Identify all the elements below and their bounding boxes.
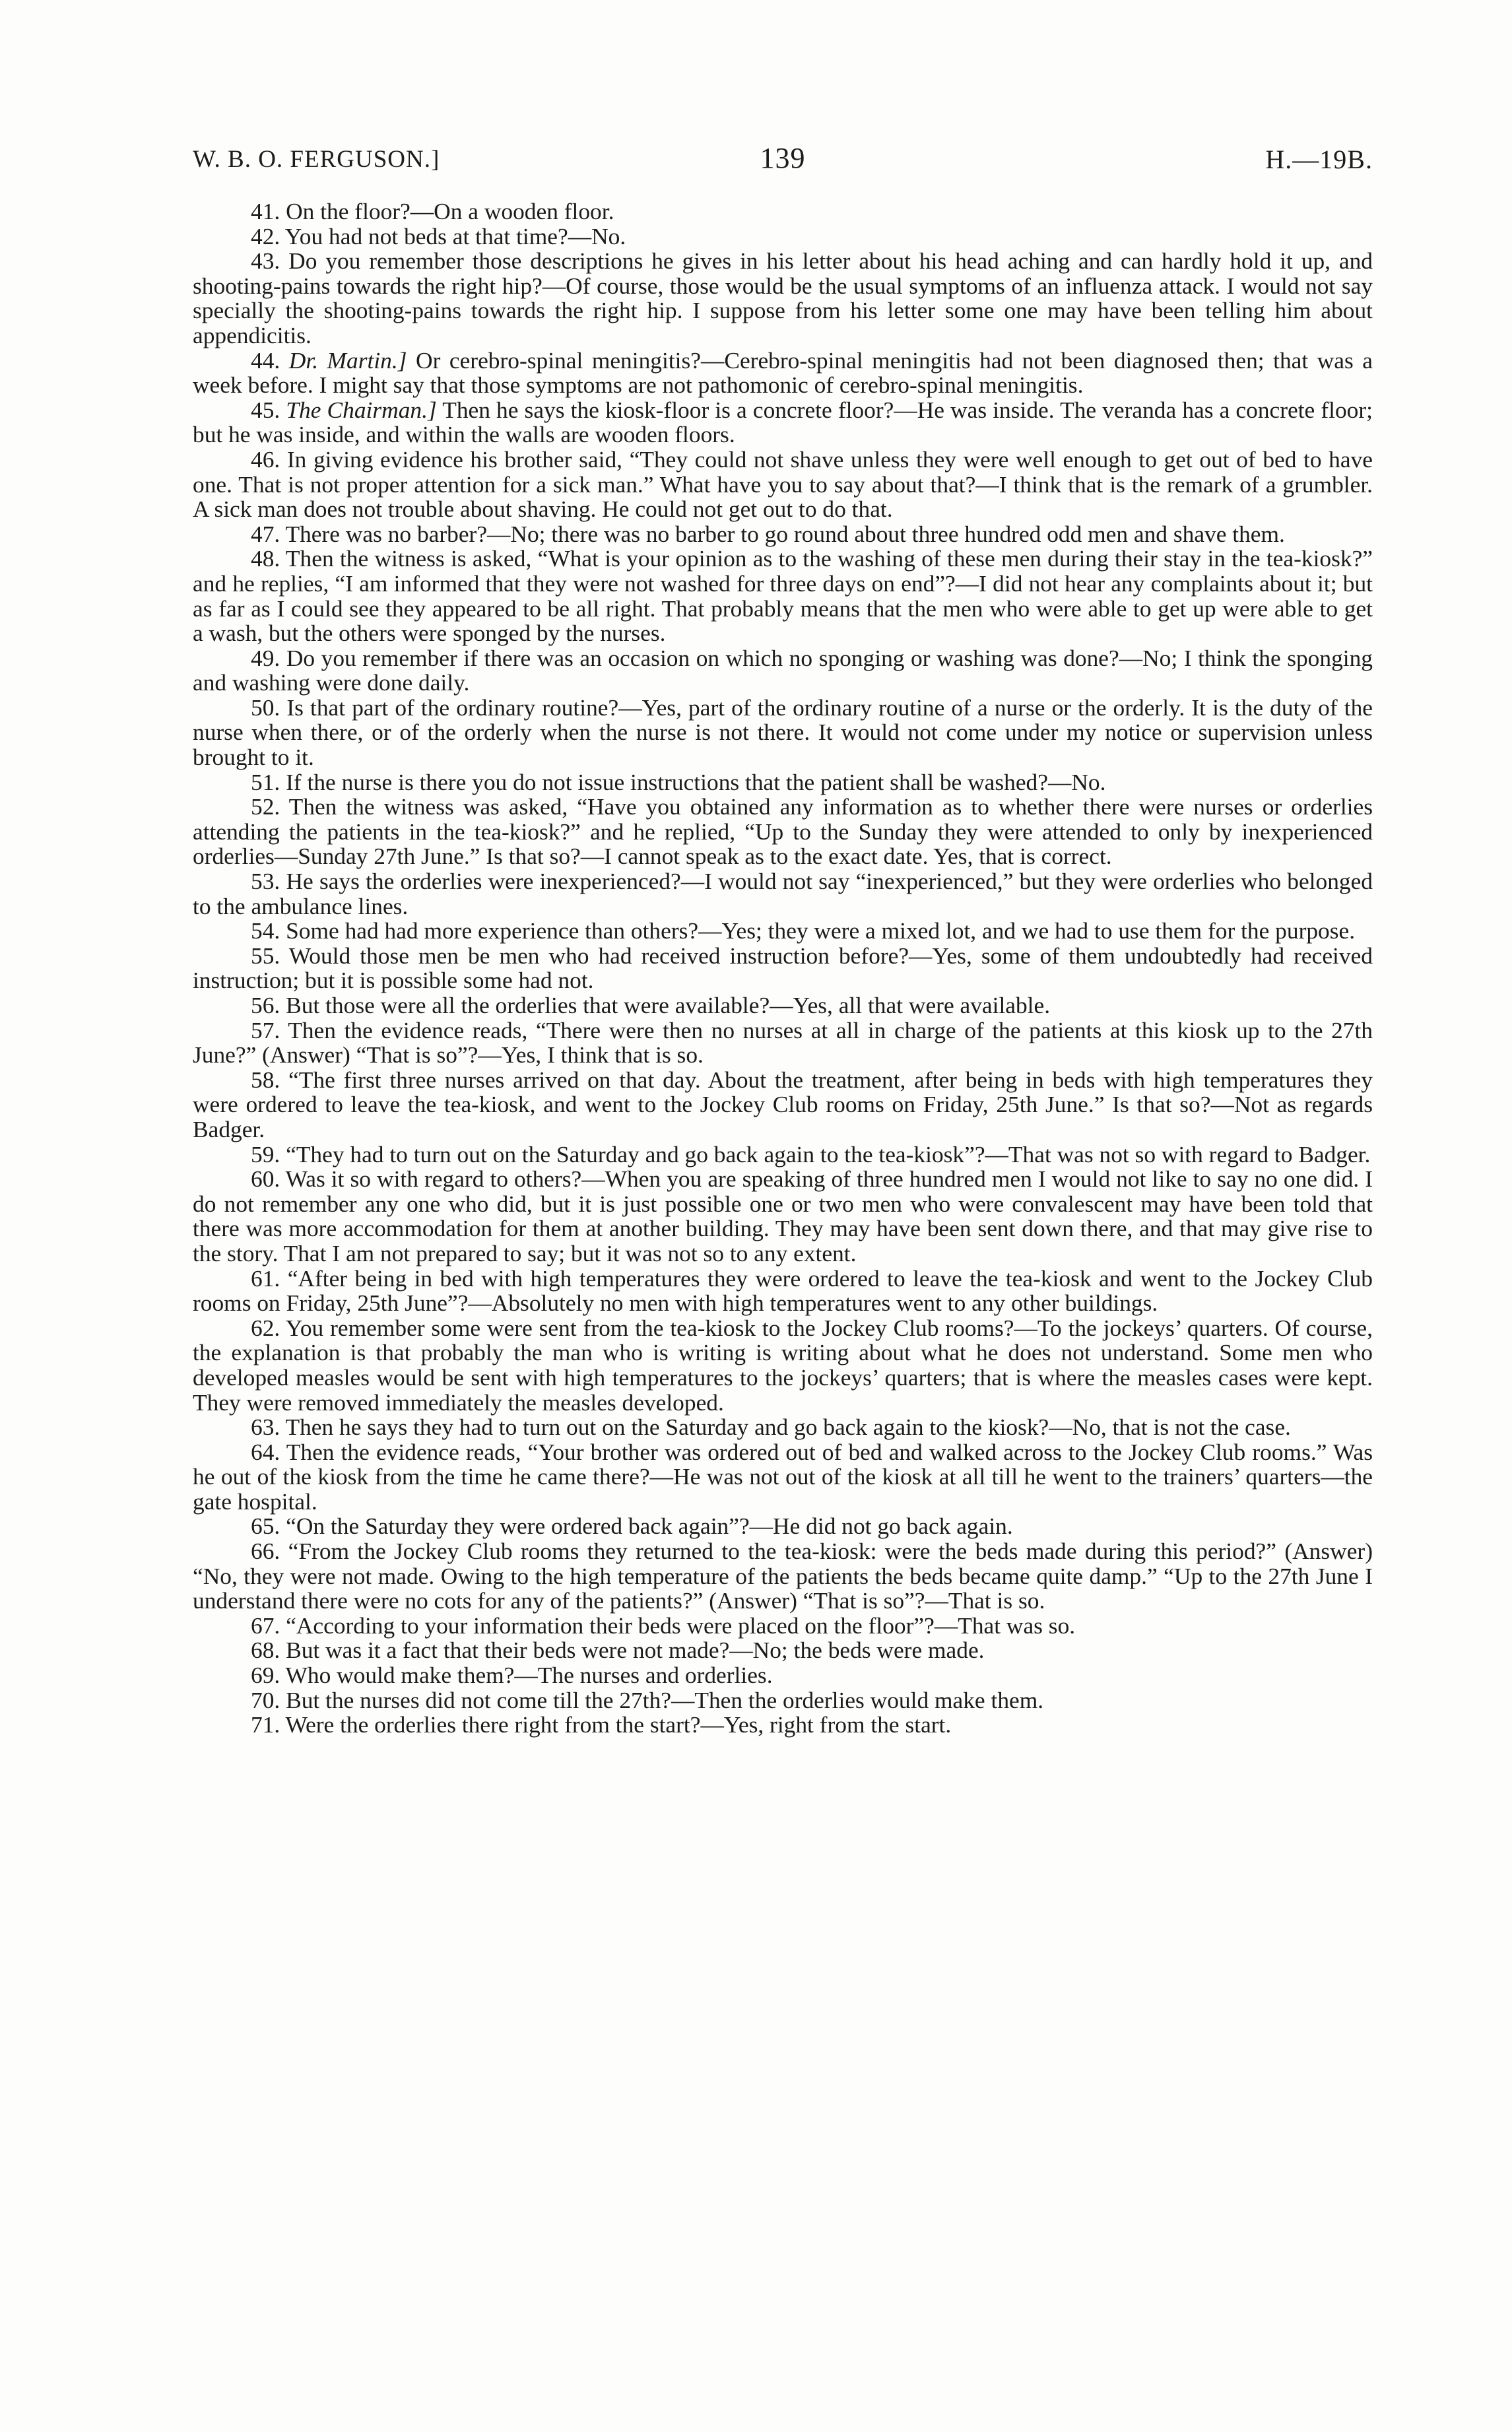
question-paragraph: [193, 1142, 1373, 1167]
question-number: 67.: [251, 1612, 280, 1639]
question-paragraph: [193, 1614, 1373, 1639]
question-number: 62.: [251, 1314, 280, 1341]
question-number: 51.: [251, 768, 280, 795]
question-text: Then he says they had to turn out on the Saturday and go back again to the kiosk?—No, that is not the case.: [285, 1414, 1291, 1441]
question-paragraph: [193, 1688, 1373, 1713]
question-paragraph: [193, 224, 1373, 249]
question-paragraph: [193, 1316, 1373, 1415]
question-paragraph: [193, 1068, 1373, 1142]
question-text: But was it a fact that their beds were not made?—No; the beds were made.: [286, 1637, 985, 1664]
question-text: Then the witness was asked, “Have you obtained any information as to whether there were nurses or orderlies attending the patients in the tea-kiosk?” and he replied, “Up to the Sunday they were attended to only by inexperienced orderlies—Sunday 27th June.” Is that so?—I cannot speak as to the exact date. Yes, that is correct.: [193, 793, 1373, 870]
question-number: 60.: [251, 1166, 280, 1193]
document-page: [193, 132, 1373, 1738]
question-number: 71.: [251, 1711, 280, 1738]
question-number: 66.: [251, 1538, 280, 1565]
question-paragraph: [193, 249, 1373, 348]
question-number: 42.: [251, 222, 280, 249]
question-text: “The first three nurses arrived on that day. About the treatment, after being in beds with high temperatures they were ordered to leave the tea-kiosk, and went to the Jockey Club rooms on Friday, 25th June.” Is that so?—Not as regards Badger.: [193, 1066, 1373, 1142]
question-number: 44.: [251, 346, 280, 374]
question-paragraph: [193, 522, 1373, 547]
question-text: Some had had more experience than others?—Yes; they were a mixed lot, and we had to use them for the purpose.: [286, 917, 1356, 944]
question-number: 54.: [251, 917, 280, 944]
question-number: 64.: [251, 1438, 280, 1465]
question-number: 61.: [251, 1265, 280, 1292]
question-paragraph: [193, 869, 1373, 919]
question-paragraph: [193, 1415, 1373, 1440]
question-text: Then the witness is asked, “What is your opinion as to the washing of these men during their stay in the tea-kiosk?” and he replies, “I am informed that they were not washed for three days on end”?—I did not hear any complaints about it; but as far as I could see they appeared to be all right. That probably means that the men who were able to get up were able to get a wash, but the others were sponged by the nurses.: [193, 545, 1373, 647]
question-paragraph: [193, 447, 1373, 522]
question-text: “From the Jockey Club rooms they returned to the tea-kiosk: were the beds made during this period?” (Answer) “No, they were not made. Owing to the high temperature of the patients the beds became quite damp.” “Up to the 27th June I understand there were no cots for any of the patients?” (Answer) “That is so”?—That is so.: [193, 1538, 1373, 1614]
question-text: Do you remember those descriptions he gives in his letter about his head aching and can hardly hold it up, and shooting-pains towards the right hip?—Of course, those would be the usual symptoms of an influenza attack. I would not say specially the shooting-pains towards the right hip. I suppose from his letter some one may have been telling him about appendicitis.: [193, 247, 1373, 348]
question-paragraph: [193, 1514, 1373, 1539]
question-paragraph: [193, 944, 1373, 993]
question-paragraph: [193, 348, 1373, 398]
question-number: 46.: [251, 445, 280, 473]
question-text: In giving evidence his brother said, “They could not shave unless they were well enough to get out of bed to have one. That is not proper attention for a sick man.” What have you to say about that?—I think that is the remark of a grumbler. A sick man does not trouble about shaving. He could not get out to do that.: [193, 445, 1373, 523]
question-number: 68.: [251, 1637, 280, 1664]
question-number: 55.: [251, 942, 280, 969]
question-paragraph: [193, 1018, 1373, 1068]
paper-reference: H.—19B.: [1265, 145, 1373, 174]
question-text: Then he says the kiosk-floor is a concrete floor?—He was inside. The veranda has a concrete floor; but he was inside, and within the walls are wooden floors.: [193, 396, 1373, 448]
question-text: You remember some were sent from the tea-kiosk to the Jockey Club rooms?—To the jockeys’ quarters. Of course, the explanation is that probably the man who is writing is writing about what he does not understand. Some men who developed measles would be sent with high temperatures to the jockeys’ quarters; that is where the measles cases were kept. They were removed immediately the measles developed.: [193, 1314, 1373, 1416]
question-paragraph: [193, 1167, 1373, 1266]
question-text: “According to your information their beds were placed on the floor”?—That was so.: [286, 1612, 1076, 1639]
question-number: 47.: [251, 520, 280, 547]
question-text: There was no barber?—No; there was no barber to go round about three hundred odd men and shave them.: [285, 520, 1285, 547]
question-text: “On the Saturday they were ordered back again”?—He did not go back again.: [286, 1513, 1013, 1540]
question-paragraph: [193, 1266, 1373, 1316]
question-number: 53.: [251, 868, 280, 895]
speaker-name: Dr. Martin.]: [288, 346, 407, 374]
question-paragraph: [193, 546, 1373, 645]
question-text: Do you remember if there was an occasion on which no sponging or washing was done?—No; I think the sponging and washing were done daily.: [193, 644, 1373, 696]
evidence-body: [193, 199, 1373, 1738]
question-text: But the nurses did not come till the 27th?—Then the orderlies would make them.: [286, 1686, 1044, 1713]
question-paragraph: [193, 919, 1373, 944]
question-text: You had not beds at that time?—No.: [284, 222, 626, 249]
page-header: [193, 132, 1373, 178]
question-paragraph: [193, 1663, 1373, 1688]
question-text: Who would make them?—The nurses and orderlies.: [285, 1662, 773, 1689]
question-paragraph: [193, 199, 1373, 224]
question-text: Were the orderlies there right from the start?—Yes, right from the start.: [285, 1711, 952, 1738]
question-number: 69.: [251, 1662, 280, 1689]
question-number: 63.: [251, 1414, 280, 1441]
question-text: If the nurse is there you do not issue instructions that the patient shall be washed?—No.: [286, 768, 1106, 795]
question-number: 48.: [251, 545, 280, 572]
question-number: 59.: [251, 1140, 280, 1167]
question-paragraph: [193, 398, 1373, 447]
question-paragraph: [193, 646, 1373, 696]
question-text: “They had to turn out on the Saturday and go back again to the tea-kiosk”?—That was not so with regard to Badger.: [286, 1140, 1371, 1167]
question-number: 65.: [251, 1513, 280, 1540]
question-text: “After being in bed with high temperatures they were ordered to leave the tea-kiosk and went to the Jockey Club rooms on Friday, 25th June”?—Absolutely no men with high temperatures went to any other buildings.: [193, 1265, 1373, 1317]
question-text: Would those men be men who had received instruction before?—Yes, some of them undoubtedly had received instruction; but it is possible some had not.: [193, 942, 1373, 994]
question-text: He says the orderlies were inexperienced?—I would not say “inexperienced,” but they were orderlies who belonged to the ambulance lines.: [193, 868, 1373, 919]
question-number: 43.: [251, 247, 280, 275]
question-paragraph: [193, 1638, 1373, 1663]
question-paragraph: [193, 1539, 1373, 1614]
page-number: 139: [760, 142, 806, 174]
question-paragraph: [193, 993, 1373, 1018]
question-paragraph: [193, 795, 1373, 869]
question-text: Then the evidence reads, “Your brother was ordered out of bed and walked across to the Jockey Club rooms.” Was he out of the kiosk from the time he came there?—He was not out of the kiosk at all till he went to the trainers’ quarters—the gate hospital.: [193, 1438, 1373, 1515]
header-witness-name: W. B. O. FERGUSON.]: [193, 146, 440, 173]
question-number: 56.: [251, 992, 280, 1018]
question-number: 58.: [251, 1066, 280, 1093]
question-number: 49.: [251, 644, 280, 671]
question-paragraph: [193, 1440, 1373, 1515]
question-text: Then the evidence reads, “There were then no nurses at all in charge of the patients at this kiosk up to the 27th June?” (Answer) “That is so”?—Yes, I think that is so.: [193, 1016, 1373, 1068]
question-paragraph: [193, 1713, 1373, 1738]
question-paragraph: [193, 696, 1373, 770]
question-text: Is that part of the ordinary routine?—Yes, part of the ordinary routine of a nurse or the orderly. It is the duty of the nurse when there, or of the orderly when the nurse is not there. It would not come under my notice or supervision unless brought to it.: [193, 694, 1373, 771]
question-text: Or cerebro-spinal meningitis?—Cerebro-spinal meningitis had not been diagnosed then; that was a week before. I might say that those symptoms are not pathomonic of cerebro-spinal meningitis.: [193, 346, 1373, 399]
question-number: 70.: [251, 1686, 280, 1713]
question-number: 50.: [251, 694, 280, 721]
question-number: 41.: [251, 198, 280, 224]
question-text: On the floor?—On a wooden floor.: [286, 198, 614, 224]
question-number: 52.: [251, 793, 280, 820]
question-number: 45.: [251, 396, 280, 423]
question-text: Was it so with regard to others?—When you are speaking of three hundred men I would not like to say no one did. I do not remember any one who did, but it is just possible one or two men who were convalescent may have been told that there was more accommodation for them at another building. They may have been sent down there, and that may give rise to the story. That I am not prepared to say; but it was not so to any extent.: [193, 1166, 1373, 1266]
question-paragraph: [193, 770, 1373, 795]
speaker-name: The Chairman.]: [286, 396, 437, 423]
question-text: But those were all the orderlies that were available?—Yes, all that were available.: [286, 992, 1051, 1018]
question-number: 57.: [251, 1016, 280, 1043]
